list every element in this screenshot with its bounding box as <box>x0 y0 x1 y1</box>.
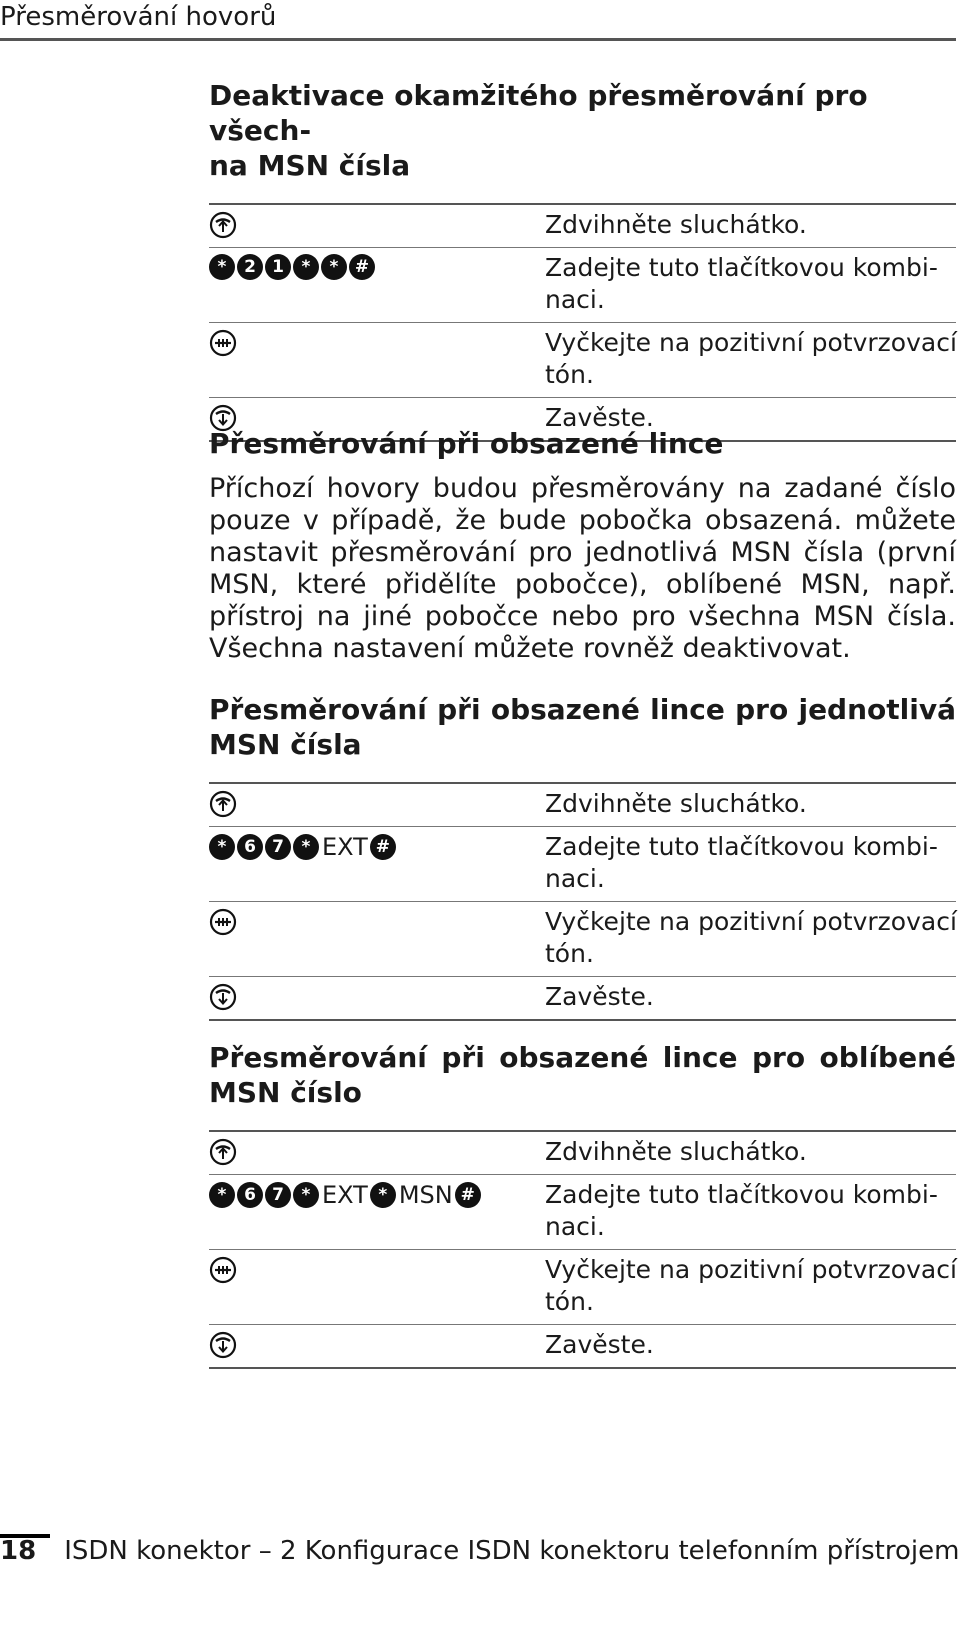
key-digit: 7 <box>265 834 291 860</box>
heading-line: Deaktivace okamžitého přesměrování pro všech- <box>209 79 868 147</box>
key-digit: 6 <box>237 1182 263 1208</box>
key-digit: 1 <box>265 254 291 280</box>
step-text: Zadejte tuto tlačítkovou kombi- naci. <box>545 253 938 314</box>
step-text: Vyčkejte na pozitivní potvrzovací tón. <box>545 1255 957 1316</box>
confirmation-tone-icon <box>209 1256 237 1284</box>
key-digit: 6 <box>237 834 263 860</box>
step-row <box>209 1174 956 1249</box>
page-footer <box>0 1533 959 1569</box>
key-label-msn: MSN <box>398 1181 453 1209</box>
key-star: * <box>209 834 235 860</box>
key-hash: # <box>349 254 375 280</box>
key-star: * <box>293 834 319 860</box>
handset-lift-icon <box>209 790 237 818</box>
step-action <box>209 1132 545 1174</box>
handset-lift-icon <box>209 211 237 239</box>
key-star: * <box>293 1182 319 1208</box>
heading-line: na MSN čísla <box>209 149 411 182</box>
step-row <box>209 784 956 826</box>
page-number: 18 <box>0 1536 37 1566</box>
footer-text: ISDN konektor – 2 Konfigurace ISDN konektoru telefonním přístrojem <box>64 1536 960 1566</box>
page-header-title: Přesměrování hovorů <box>0 2 277 32</box>
key-star: * <box>370 1182 396 1208</box>
step-row <box>209 976 956 1019</box>
step-action <box>209 323 545 397</box>
step-text: Vyčkejte na pozitivní potvrzovací tón. <box>545 328 957 389</box>
section-deactivate-immediate <box>209 78 956 442</box>
section-heading <box>209 78 956 183</box>
steps-table <box>209 1130 956 1369</box>
step-action <box>209 827 545 901</box>
section-busy-forwarding <box>209 426 956 665</box>
step-text: Zadejte tuto tlačítkovou kombi- naci. <box>545 832 938 893</box>
step-text: Zdvihněte sluchátko. <box>545 789 807 818</box>
step-text: Zadejte tuto tlačítkovou kombi- naci. <box>545 1180 938 1241</box>
step-action <box>209 1325 545 1367</box>
key-star: * <box>321 254 347 280</box>
section-heading: Přesměrování při obsazené lince pro jednotlivá MSN čísla <box>209 693 956 761</box>
step-row <box>209 247 956 322</box>
key-star: * <box>209 254 235 280</box>
key-label-ext: EXT <box>322 833 368 861</box>
step-text: Zavěste. <box>545 403 654 432</box>
section-paragraph: Příchozí hovory budou přesměrovány na zadané číslo pouze v případě, že bude pobočka obsazená. můžete nastavit přesměrování pro jednotlivá MSN čísla (první MSN, které přidělíte pobočce), oblíbené MSN, např. přístroj na jiné pobočce nebo pro všechna MSN čísla. Všechna nastavení můžete rovněž deaktivovat. <box>209 473 956 664</box>
confirmation-tone-icon <box>209 329 237 357</box>
key-digit: 2 <box>237 254 263 280</box>
step-text: Zdvihněte sluchátko. <box>545 210 807 239</box>
section-heading: Přesměrování při obsazené lince pro oblíbené MSN číslo <box>209 1041 956 1109</box>
confirmation-tone-icon <box>209 908 237 936</box>
step-row <box>209 1249 956 1324</box>
key-hash: # <box>455 1182 481 1208</box>
key-sequence <box>209 1181 483 1209</box>
key-sequence <box>209 833 398 861</box>
key-star: * <box>293 254 319 280</box>
step-row <box>209 826 956 901</box>
step-text: Zdvihněte sluchátko. <box>545 1137 807 1166</box>
steps-table <box>209 203 956 442</box>
step-action <box>209 902 545 976</box>
key-hash: # <box>370 834 396 860</box>
step-row <box>209 901 956 976</box>
handset-hangup-icon <box>209 983 237 1011</box>
step-text: Zavěste. <box>545 1330 654 1359</box>
steps-table <box>209 782 956 1021</box>
handset-hangup-icon <box>209 1331 237 1359</box>
step-action <box>209 205 545 247</box>
section-busy-individual-msn <box>209 692 956 1021</box>
key-label-ext: EXT <box>322 1181 368 1209</box>
step-action <box>209 977 545 1019</box>
section-heading: Přesměrování při obsazené lince <box>209 427 724 460</box>
header-rule <box>0 38 956 41</box>
step-action <box>209 784 545 826</box>
step-action <box>209 248 545 322</box>
key-sequence <box>209 254 377 280</box>
step-row <box>209 322 956 397</box>
handset-lift-icon <box>209 1138 237 1166</box>
step-action <box>209 1250 545 1324</box>
step-row <box>209 1132 956 1174</box>
step-row <box>209 1324 956 1367</box>
step-action <box>209 1175 545 1249</box>
section-busy-favorite-msn <box>209 1040 956 1369</box>
step-row <box>209 205 956 247</box>
step-text: Zavěste. <box>545 982 654 1011</box>
key-digit: 7 <box>265 1182 291 1208</box>
step-text: Vyčkejte na pozitivní potvrzovací tón. <box>545 907 957 968</box>
key-star: * <box>209 1182 235 1208</box>
